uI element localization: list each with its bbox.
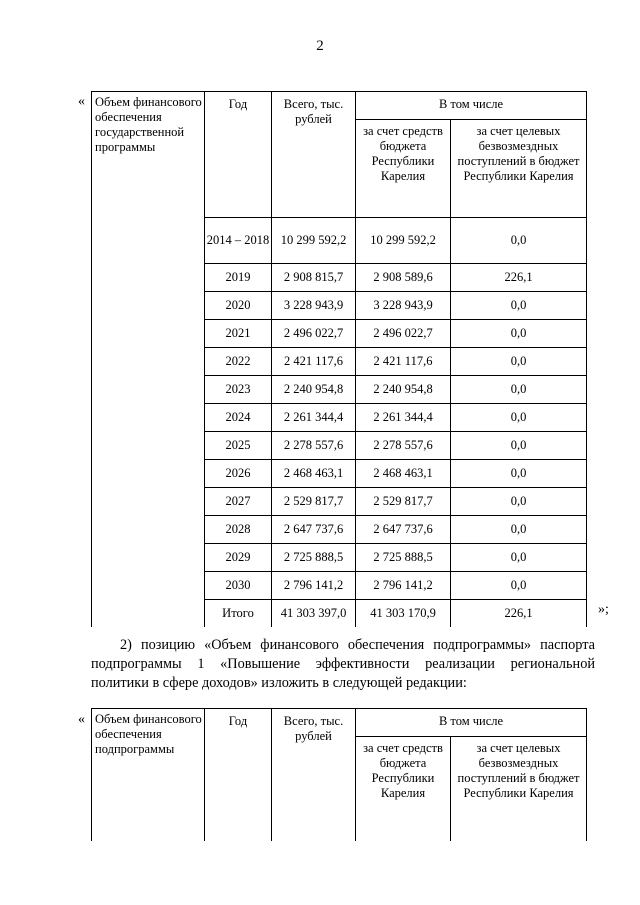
row-total: 2 725 888,5 (272, 544, 356, 572)
row-year: 2026 (205, 460, 272, 488)
row-targeted: 0,0 (451, 218, 587, 264)
row-targeted: 0,0 (451, 516, 587, 544)
row-targeted: 0,0 (451, 488, 587, 516)
row-targeted: 226,1 (451, 264, 587, 292)
row-year: 2025 (205, 432, 272, 460)
row-year: 2022 (205, 348, 272, 376)
targeted-header: за счет целевых безвозмездных поступлений в бюджет Республики Карелия (451, 120, 587, 218)
row-total: 2 468 463,1 (272, 460, 356, 488)
total-header: Всего, тыс. рублей (272, 92, 356, 218)
row-year: 2020 (205, 292, 272, 320)
row-total: 2 261 344,4 (272, 404, 356, 432)
row-year: 2021 (205, 320, 272, 348)
row-targeted: 0,0 (451, 544, 587, 572)
row-targeted: 226,1 (451, 600, 587, 628)
row-budget: 2 421 117,6 (356, 348, 451, 376)
funding-label-cell (92, 92, 205, 218)
row-budget: 3 228 943,9 (356, 292, 451, 320)
subprogram-funding-table (91, 708, 587, 841)
row-year: 2030 (205, 572, 272, 600)
program-funding-table (91, 91, 587, 627)
row-year: 2029 (205, 544, 272, 572)
row-targeted: 0,0 (451, 376, 587, 404)
row-budget: 2 647 737,6 (356, 516, 451, 544)
amendment-paragraph: 2) позицию «Объем финансового обеспечения подпрограммы» паспорта подпрограммы 1 «Повышение эффективности реализации региональной политики в сфере доходов» изложить в следующей редакции: (91, 637, 595, 691)
budget-header: за счет средств бюджета Республики Карелия (356, 737, 451, 842)
row-total: 2 796 141,2 (272, 572, 356, 600)
table-row (92, 218, 587, 264)
funding-label-cell (92, 709, 205, 842)
total-header: Всего, тыс. рублей (272, 709, 356, 842)
row-budget: 2 496 022,7 (356, 320, 451, 348)
row-year: 2023 (205, 376, 272, 404)
opening-quote: « (78, 94, 85, 109)
year-header: Год (205, 709, 272, 842)
row-budget: 2 908 589,6 (356, 264, 451, 292)
label-column-continuation (92, 218, 205, 628)
row-year: 2027 (205, 488, 272, 516)
row-targeted: 0,0 (451, 348, 587, 376)
budget-header: за счет средств бюджета Республики Карелия (356, 120, 451, 218)
funding-label: Объем финансового обеспечения подпрограммы (95, 712, 202, 756)
row-year: 2014 – 2018 (205, 218, 272, 264)
row-targeted: 0,0 (451, 292, 587, 320)
row-year: 2019 (205, 264, 272, 292)
row-budget: 10 299 592,2 (356, 218, 451, 264)
row-year: Итого (205, 600, 272, 628)
row-total: 2 421 117,6 (272, 348, 356, 376)
closing-quote: »; (598, 602, 609, 617)
opening-quote-2: « (78, 712, 85, 727)
row-budget: 2 796 141,2 (356, 572, 451, 600)
row-budget: 2 240 954,8 (356, 376, 451, 404)
row-year: 2024 (205, 404, 272, 432)
year-header: Год (205, 92, 272, 218)
targeted-header: за счет целевых безвозмездных поступлений в бюджет Республики Карелия (451, 737, 587, 842)
funding-label: Объем финансового обеспечения государственной программы (95, 95, 202, 154)
row-budget: 2 278 557,6 (356, 432, 451, 460)
row-total: 2 278 557,6 (272, 432, 356, 460)
row-year: 2028 (205, 516, 272, 544)
row-total: 2 908 815,7 (272, 264, 356, 292)
row-total: 3 228 943,9 (272, 292, 356, 320)
row-targeted: 0,0 (451, 320, 587, 348)
row-targeted: 0,0 (451, 460, 587, 488)
row-total: 2 647 737,6 (272, 516, 356, 544)
row-total: 2 529 817,7 (272, 488, 356, 516)
row-total: 10 299 592,2 (272, 218, 356, 264)
row-total: 2 240 954,8 (272, 376, 356, 404)
row-budget: 2 529 817,7 (356, 488, 451, 516)
including-header: В том числе (356, 92, 587, 120)
row-total: 2 496 022,7 (272, 320, 356, 348)
row-budget: 2 468 463,1 (356, 460, 451, 488)
row-targeted: 0,0 (451, 572, 587, 600)
row-budget: 41 303 170,9 (356, 600, 451, 628)
page-number: 2 (316, 38, 324, 54)
row-budget: 2 725 888,5 (356, 544, 451, 572)
row-targeted: 0,0 (451, 432, 587, 460)
row-total: 41 303 397,0 (272, 600, 356, 628)
including-header: В том числе (356, 709, 587, 737)
row-targeted: 0,0 (451, 404, 587, 432)
row-budget: 2 261 344,4 (356, 404, 451, 432)
